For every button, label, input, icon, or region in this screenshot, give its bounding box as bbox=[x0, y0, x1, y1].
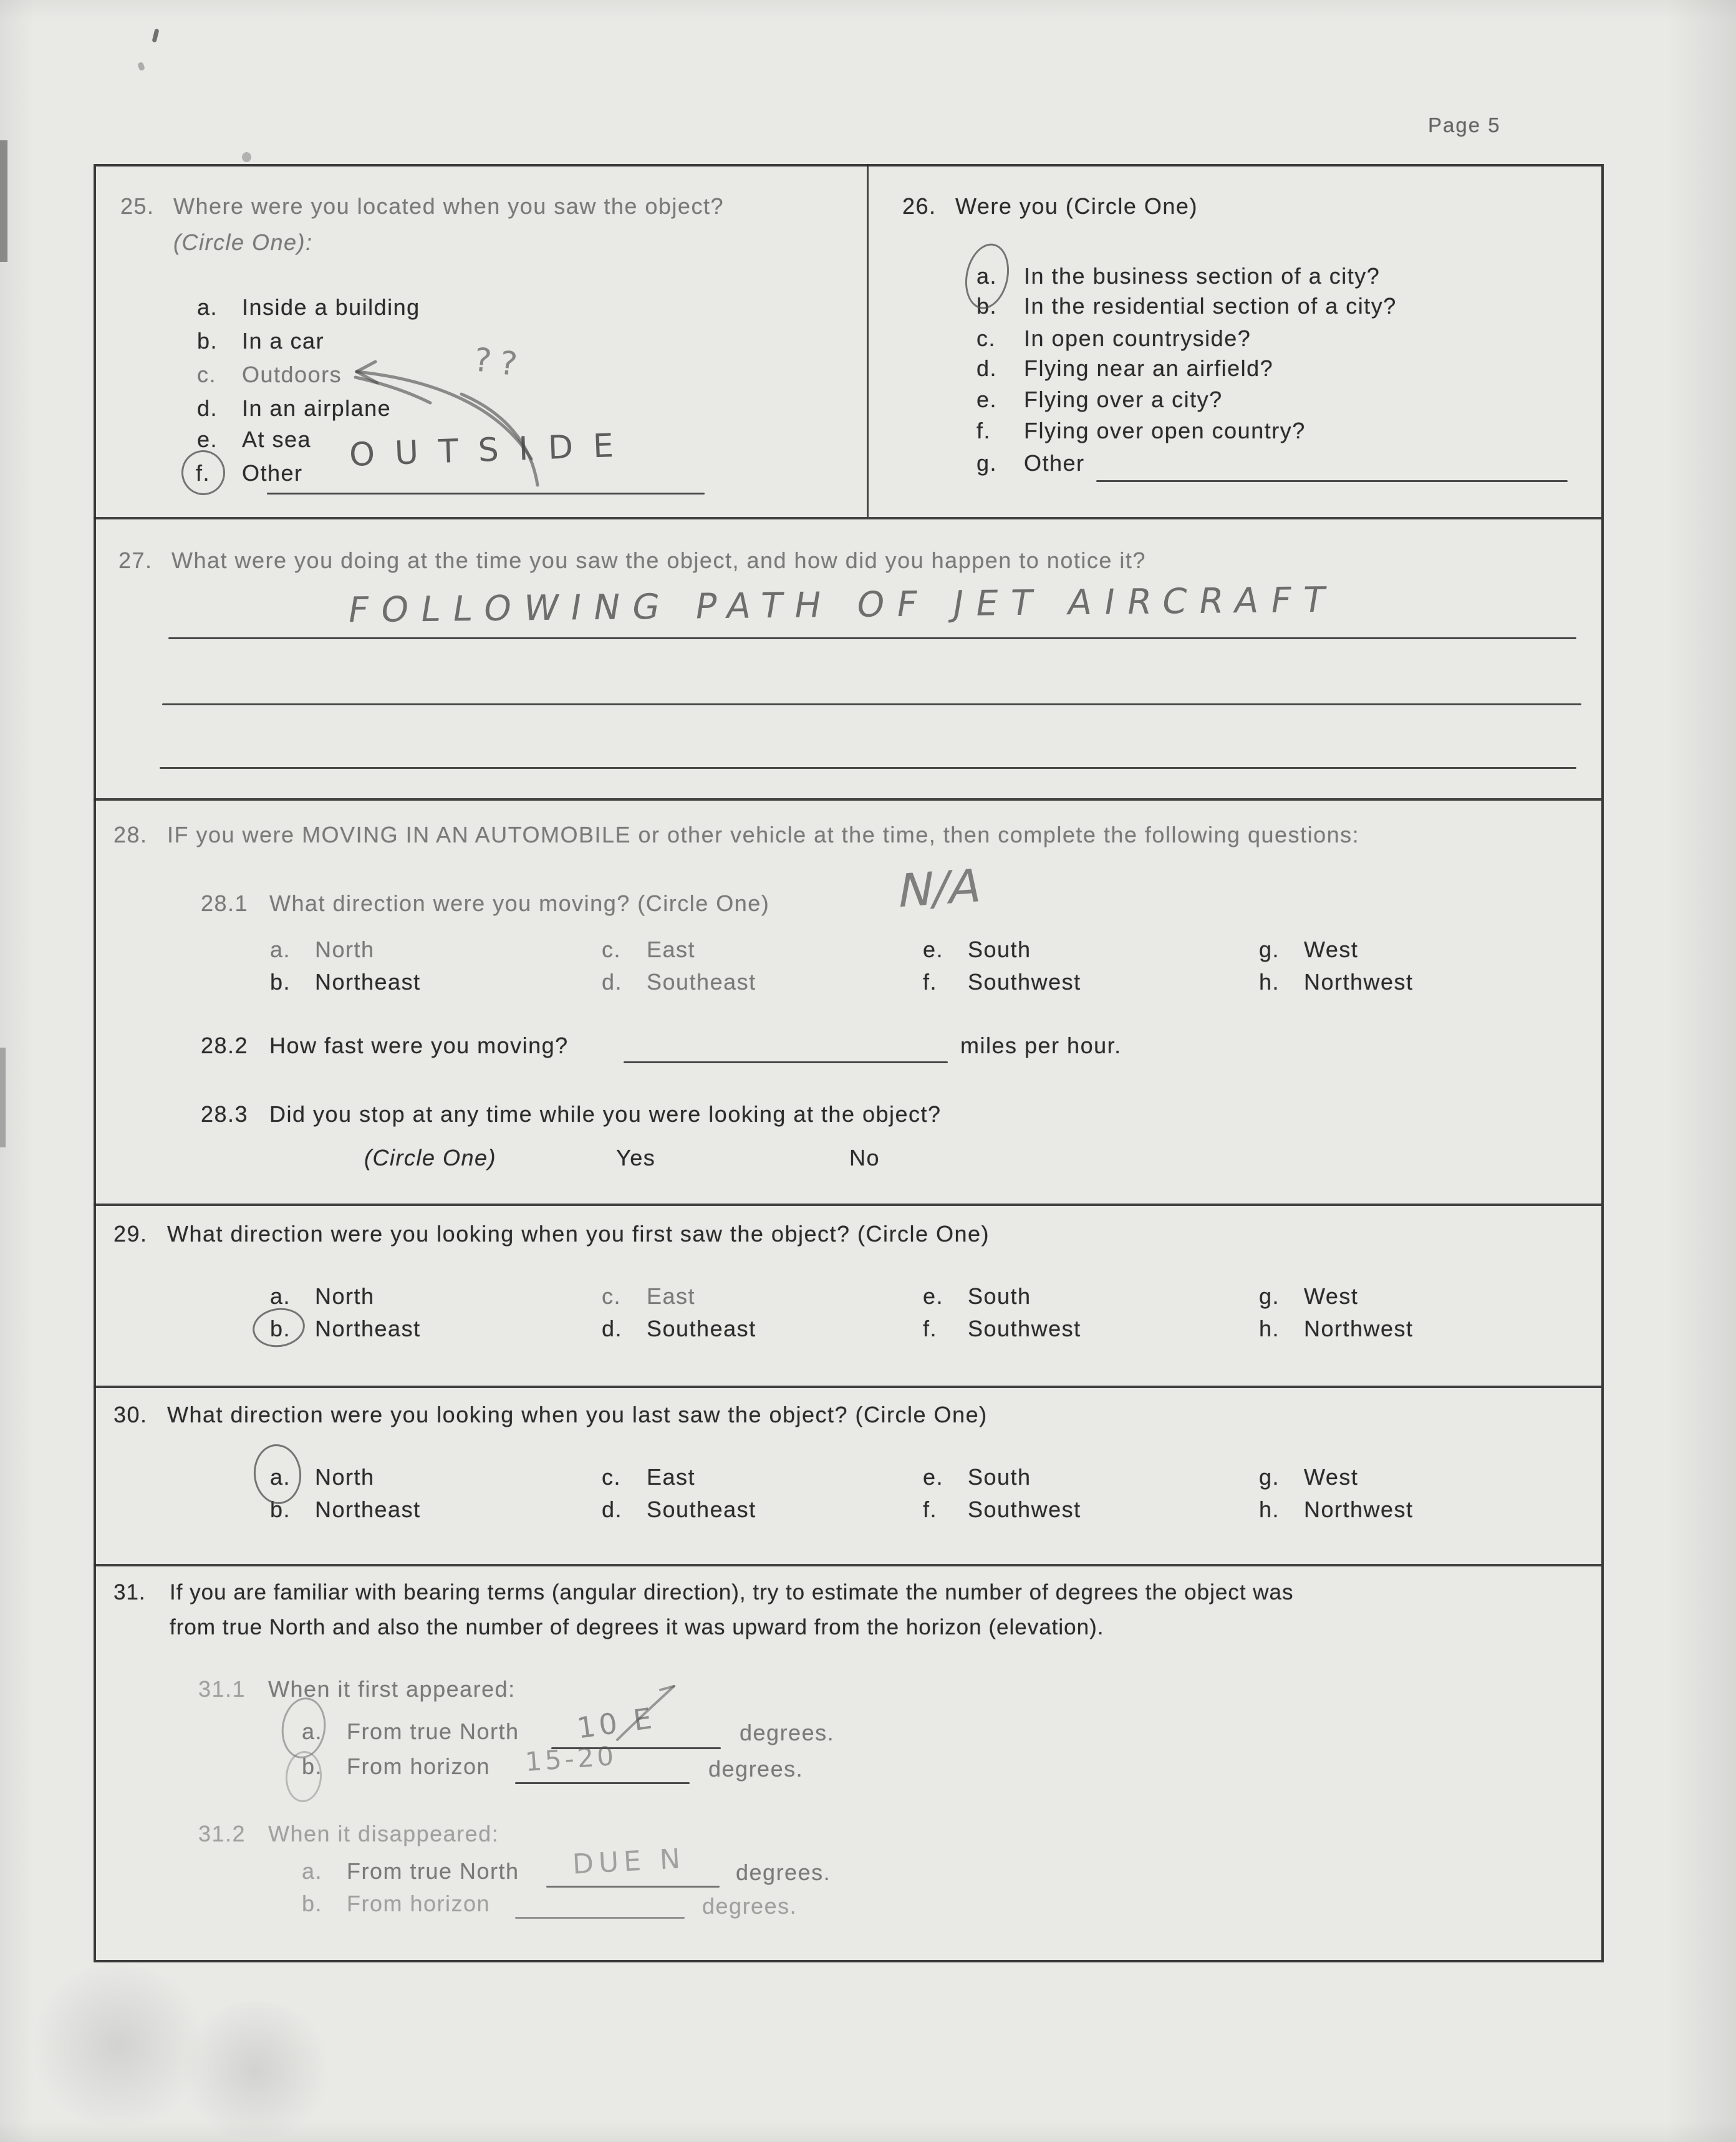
q30-option-h-letter: h. bbox=[1259, 1497, 1280, 1522]
q30-number: 30. bbox=[113, 1402, 148, 1427]
q29-option-d-letter: d. bbox=[602, 1316, 623, 1341]
q31-1-row-b-value-handwriting: 15-20 bbox=[524, 1740, 618, 1778]
q29-option-c-letter: c. bbox=[602, 1283, 622, 1309]
q29-option-a-label: North bbox=[315, 1283, 375, 1309]
q25-pencil-arrow bbox=[318, 343, 567, 493]
q29-option-g-letter: g. bbox=[1259, 1283, 1280, 1309]
q27-question: What were you doing at the time you saw the object, and how did you happen to notice it? bbox=[171, 548, 1146, 573]
q25-option-f-letter: f. bbox=[196, 460, 211, 486]
q30-option-c-label: East bbox=[647, 1464, 696, 1490]
q25-option-a-letter: a. bbox=[197, 294, 218, 320]
q28-1-option-g-label: West bbox=[1304, 937, 1359, 962]
q28-1-na-handwriting: N/A bbox=[894, 859, 986, 919]
q30-question: What direction were you looking when you last saw the object? (Circle One) bbox=[167, 1402, 988, 1427]
q30-option-d-label: Southeast bbox=[647, 1497, 756, 1522]
q31-1-row-a-suffix: degrees. bbox=[740, 1720, 835, 1745]
scan-speck bbox=[242, 152, 251, 162]
q31-2-number: 31.2 bbox=[198, 1821, 246, 1846]
q30-option-f-letter: f. bbox=[923, 1497, 938, 1522]
q28-1-option-c-letter: c. bbox=[602, 937, 622, 962]
q30-option-b-letter: b. bbox=[270, 1497, 291, 1522]
q26-option-d-letter: d. bbox=[977, 355, 998, 381]
q25-option-b-label: In a car bbox=[242, 328, 325, 354]
section-divider bbox=[94, 798, 1601, 801]
q29-option-h-label: Northwest bbox=[1304, 1316, 1414, 1341]
q27-answer-handwriting: FOLLOWING PATH OF JET AIRCRAFT bbox=[345, 579, 1341, 631]
q30-option-a-label: North bbox=[315, 1464, 375, 1490]
q28-3-number: 28.3 bbox=[201, 1101, 249, 1127]
q30-option-e-letter: e. bbox=[923, 1464, 944, 1490]
q28-2-number: 28.2 bbox=[201, 1033, 249, 1058]
q30-option-e-label: South bbox=[968, 1464, 1031, 1490]
q25-option-c-label: Outdoors bbox=[242, 362, 342, 387]
q30-option-b-label: Northeast bbox=[315, 1497, 421, 1522]
q28-1-option-f-letter: f. bbox=[923, 969, 938, 995]
q31-1-row-b-suffix: degrees. bbox=[708, 1756, 804, 1782]
q25-question: Where were you located when you saw the object? bbox=[173, 193, 724, 219]
q29-question: What direction were you looking when you first saw the object? (Circle One) bbox=[167, 1221, 990, 1247]
q29-option-h-letter: h. bbox=[1259, 1316, 1280, 1341]
q31-2-row-b-prefix: From horizon bbox=[347, 1891, 491, 1916]
q28-1-option-c-label: East bbox=[647, 937, 696, 962]
q31-number: 31. bbox=[113, 1580, 146, 1604]
q26-option-f-label: Flying over open country? bbox=[1024, 418, 1306, 443]
q31-1-row-a-value-handwriting: 10 E bbox=[574, 1701, 658, 1745]
q31-2-row-b-letter: b. bbox=[302, 1891, 323, 1916]
q25-option-a-label: Inside a building bbox=[242, 294, 420, 320]
q31-2-row-a-value-handwriting: DUE N bbox=[571, 1843, 687, 1881]
q30-option-f-label: Southwest bbox=[968, 1497, 1081, 1522]
page-number: Page 5 bbox=[1428, 113, 1501, 137]
q25-other-answer-line bbox=[267, 493, 705, 494]
q29-option-c-label: East bbox=[647, 1283, 696, 1309]
q25-number: 25. bbox=[120, 193, 155, 219]
scan-speck bbox=[137, 62, 145, 71]
q30-option-a-letter: a. bbox=[270, 1464, 291, 1490]
q25-option-d-letter: d. bbox=[197, 395, 218, 421]
q25-option-c-letter: c. bbox=[197, 362, 217, 387]
q25-handwritten-question-marks: ?? bbox=[471, 341, 528, 385]
q28-3-yes-label: Yes bbox=[616, 1145, 656, 1170]
q29-option-f-label: Southwest bbox=[968, 1316, 1081, 1341]
q31-question-line2: from true North and also the number of degrees it was upward from the horizon (elevation). bbox=[170, 1615, 1104, 1639]
q28-1-option-a-label: North bbox=[315, 937, 375, 962]
q27-number: 27. bbox=[118, 548, 153, 573]
q28-1-number: 28.1 bbox=[201, 890, 249, 916]
q29-option-g-label: West bbox=[1304, 1283, 1359, 1309]
q29-option-d-label: Southeast bbox=[647, 1316, 756, 1341]
q31-1-number: 31.1 bbox=[198, 1676, 246, 1702]
q26-other-answer-line bbox=[1096, 480, 1568, 482]
q31-2-row-b-suffix: degrees. bbox=[702, 1893, 798, 1919]
q28-1-option-f-label: Southwest bbox=[968, 969, 1081, 995]
q28-number: 28. bbox=[113, 822, 148, 847]
q28-1-option-h-letter: h. bbox=[1259, 969, 1280, 995]
q31-2-row-a-line bbox=[546, 1886, 720, 1888]
q26-option-e-label: Flying over a city? bbox=[1024, 387, 1223, 412]
q26-option-c-label: In open countryside? bbox=[1024, 326, 1251, 351]
column-divider bbox=[867, 164, 869, 517]
q28-1-option-d-letter: d. bbox=[602, 969, 623, 995]
q26-option-e-letter: e. bbox=[977, 387, 998, 412]
q31-1-row-a-prefix: From true North bbox=[347, 1719, 519, 1744]
q25-option-b-letter: b. bbox=[197, 328, 218, 354]
q29-option-e-label: South bbox=[968, 1283, 1031, 1309]
q31-2-label: When it disappeared: bbox=[268, 1821, 499, 1846]
q31-2-row-a-prefix: From true North bbox=[347, 1858, 519, 1884]
q31-2-row-a-letter: a. bbox=[302, 1858, 323, 1884]
q25-other-answer-handwriting: OUTSIDE bbox=[349, 427, 634, 474]
q25-option-e-label: At sea bbox=[242, 427, 312, 452]
q25-instruction: (Circle One): bbox=[173, 229, 313, 255]
q28-1-option-a-letter: a. bbox=[270, 937, 291, 962]
q28-1-option-e-letter: e. bbox=[923, 937, 944, 962]
q29-option-b-label: Northeast bbox=[315, 1316, 421, 1341]
q26-option-a-letter: a. bbox=[977, 263, 998, 289]
q31-1-row-b-prefix: From horizon bbox=[347, 1754, 491, 1779]
q28-1-option-d-label: Southeast bbox=[647, 969, 756, 995]
q28-1-option-g-letter: g. bbox=[1259, 937, 1280, 962]
q27-answer-line-2 bbox=[162, 703, 1581, 705]
q26-option-f-letter: f. bbox=[977, 418, 991, 443]
q25-option-e-letter: e. bbox=[197, 427, 218, 452]
q26-option-a-label: In the business section of a city? bbox=[1024, 263, 1381, 289]
q26-option-c-letter: c. bbox=[977, 326, 996, 351]
q28-3-no-label: No bbox=[849, 1145, 880, 1170]
q30-option-h-label: Northwest bbox=[1304, 1497, 1414, 1522]
scan-speck bbox=[152, 28, 159, 42]
q29-option-a-letter: a. bbox=[270, 1283, 291, 1309]
q30-option-d-letter: d. bbox=[602, 1497, 623, 1522]
q30-option-g-letter: g. bbox=[1259, 1464, 1280, 1490]
q31-1-row-b-letter: b. bbox=[302, 1754, 323, 1779]
q29-option-b-letter: b. bbox=[270, 1316, 291, 1341]
q29-number: 29. bbox=[113, 1221, 148, 1247]
scan-edge-strip bbox=[0, 140, 7, 262]
q28-question: IF you were MOVING IN AN AUTOMOBILE or other vehicle at the time, then complete the following questions: bbox=[167, 822, 1360, 847]
q28-1-option-h-label: Northwest bbox=[1304, 969, 1414, 995]
q28-1-option-e-label: South bbox=[968, 937, 1031, 962]
q28-2-unit: miles per hour. bbox=[960, 1033, 1122, 1058]
q26-option-d-label: Flying near an airfield? bbox=[1024, 355, 1274, 381]
q29-option-e-letter: e. bbox=[923, 1283, 944, 1309]
q26-option-b-label: In the residential section of a city? bbox=[1024, 293, 1397, 319]
q28-3-question: Did you stop at any time while you were looking at the object? bbox=[269, 1101, 942, 1127]
q30-option-g-label: West bbox=[1304, 1464, 1359, 1490]
section-divider bbox=[94, 1564, 1601, 1566]
scan-smudge bbox=[175, 2002, 337, 2139]
q25-option-d-label: In an airplane bbox=[242, 395, 392, 421]
q26-option-b-letter: b. bbox=[977, 293, 998, 319]
section-divider bbox=[94, 1386, 1601, 1388]
q30-option-c-letter: c. bbox=[602, 1464, 622, 1490]
q27-answer-line-3 bbox=[160, 767, 1576, 769]
section-divider bbox=[94, 1204, 1601, 1206]
q28-1-question: What direction were you moving? (Circle One) bbox=[269, 890, 770, 916]
q31-2-row-a-suffix: degrees. bbox=[736, 1860, 831, 1885]
q28-1-option-b-label: Northeast bbox=[315, 969, 421, 995]
q31-1-row-b-line bbox=[515, 1782, 690, 1784]
scan-edge-strip bbox=[0, 1048, 6, 1147]
q26-number: 26. bbox=[902, 193, 937, 219]
q27-answer-line-1 bbox=[168, 637, 1576, 639]
section-divider bbox=[94, 517, 1601, 519]
q26-option-g-letter: g. bbox=[977, 450, 998, 476]
q31-1-pencil-arrow bbox=[608, 1679, 683, 1747]
q28-3-instruction: (Circle One) bbox=[364, 1145, 497, 1170]
q26-question: Were you (Circle One) bbox=[955, 193, 1198, 219]
q31-2-row-b-line bbox=[515, 1917, 685, 1919]
q26-option-g-label: Other bbox=[1024, 450, 1085, 476]
q28-1-option-b-letter: b. bbox=[270, 969, 291, 995]
q31-1-label: When it first appeared: bbox=[268, 1676, 516, 1702]
q31-1-row-a-letter: a. bbox=[302, 1719, 323, 1744]
q28-2-speed-line bbox=[624, 1061, 948, 1063]
q31-question-line1: If you are familiar with bearing terms (angular direction), try to estimate the number of degrees the object was bbox=[170, 1580, 1294, 1604]
q25-option-f-label: Other bbox=[242, 460, 303, 486]
q29-option-f-letter: f. bbox=[923, 1316, 938, 1341]
q28-2-question: How fast were you moving? bbox=[269, 1033, 569, 1058]
